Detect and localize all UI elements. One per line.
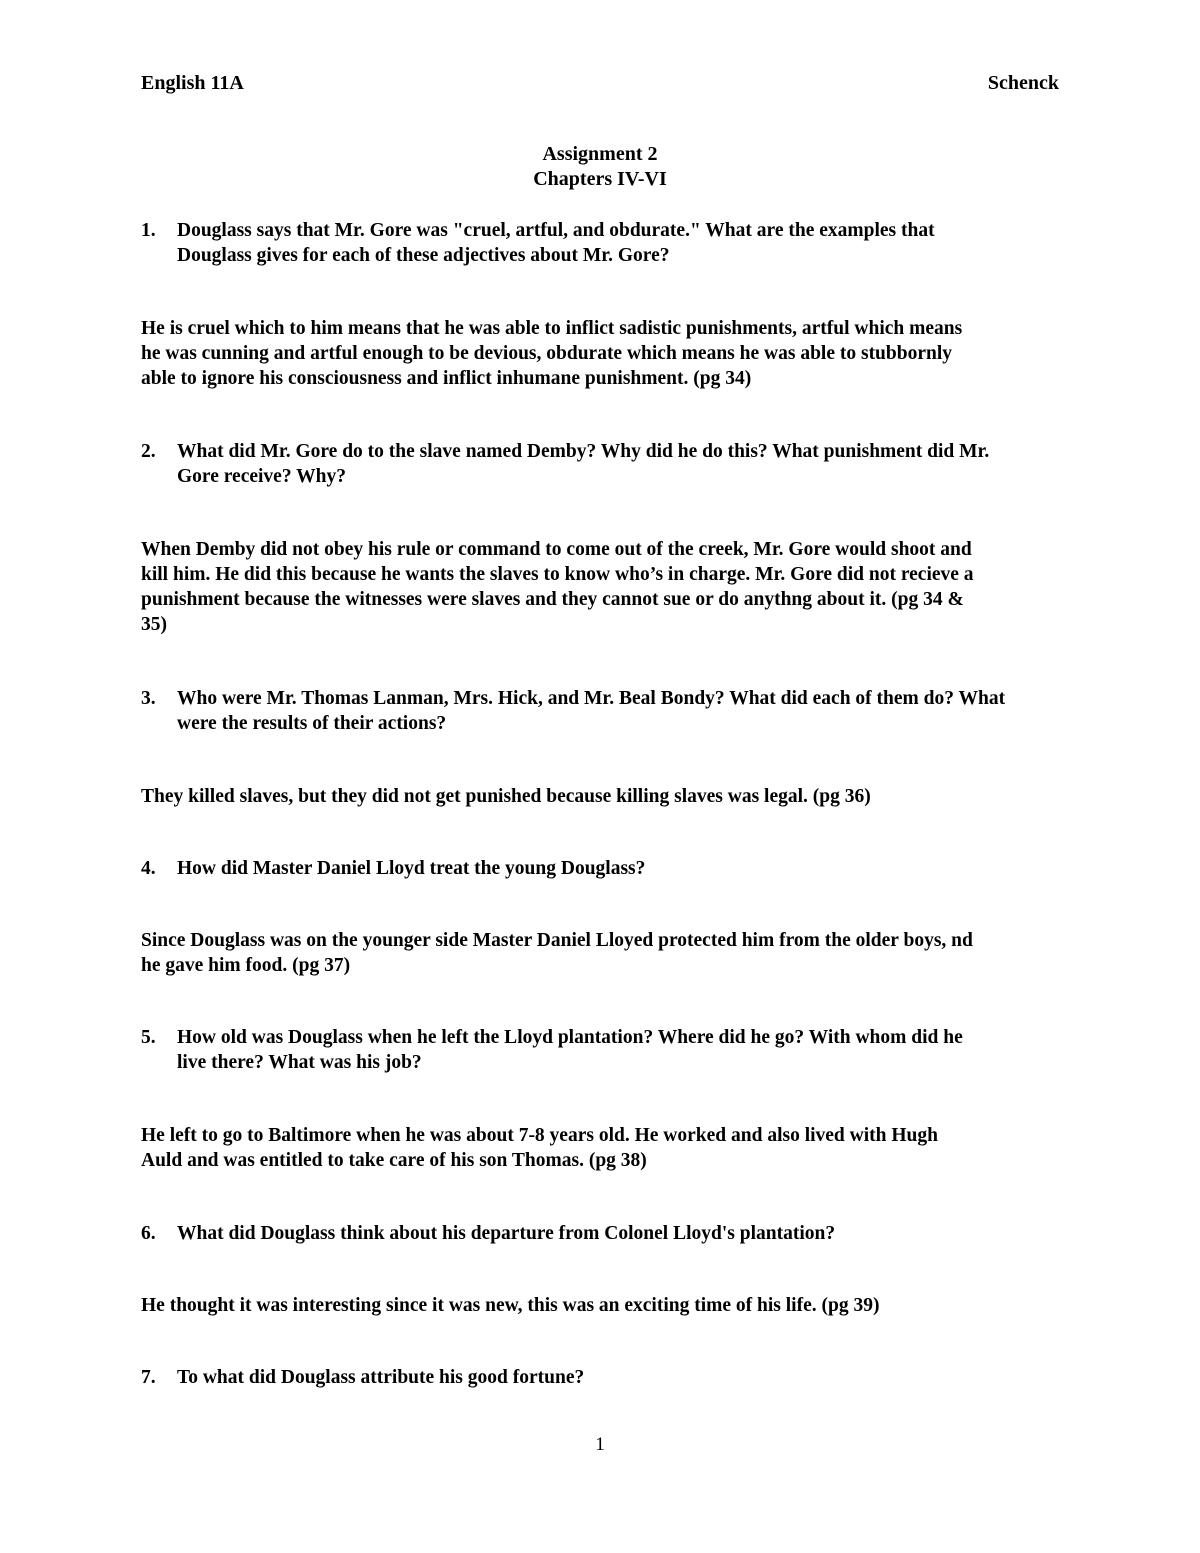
question-number: 3. (141, 688, 156, 709)
answer-line: He left to go to Baltimore when he was about 7-8 years old. He worked and also lived with Hugh (141, 1125, 938, 1146)
chapters-title-line: Chapters IV-VI (533, 168, 667, 190)
course-name: English 11A (141, 72, 244, 94)
question-number: 2. (141, 441, 156, 462)
answer-6 (141, 1293, 1061, 1318)
question-1 (141, 218, 1061, 268)
question-line: live there? What was his job? (177, 1052, 422, 1073)
answer-line: 35) (141, 614, 167, 635)
answer-line: He is cruel which to him means that he was able to inflict sadistic punishments, artful which means (141, 318, 963, 339)
question-number: 7. (141, 1367, 156, 1388)
question-text (177, 1221, 1061, 1246)
answer-line: kill him. He did this because he wants the slaves to know who’s in charge. Mr. Gore did not recieve a (141, 564, 974, 585)
answer-line: Auld and was entitled to take care of his son Thomas. (pg 38) (141, 1150, 647, 1171)
question-text (177, 218, 1061, 268)
answer-4 (141, 928, 1061, 978)
question-line: Who were Mr. Thomas Lanman, Mrs. Hick, and Mr. Beal Bondy? What did each of them do? What (177, 688, 1006, 709)
question-number: 5. (141, 1027, 156, 1048)
question-2 (141, 439, 1061, 489)
question-text (177, 1365, 1061, 1390)
question-line: Douglass says that Mr. Gore was "cruel, artful, and obdurate." What are the examples that (177, 220, 935, 241)
question-6 (141, 1221, 1061, 1246)
answer-line: able to ignore his consciousness and inflict inhumane punishment. (pg 34) (141, 368, 752, 389)
teacher-name: Schenck (987, 72, 1059, 94)
question-3 (141, 686, 1061, 736)
question-line: What did Douglass think about his departure from Colonel Lloyd's plantation? (177, 1223, 836, 1244)
question-text (177, 1025, 1061, 1075)
question-7 (141, 1365, 1061, 1390)
answer-5 (141, 1123, 1061, 1173)
question-text (177, 439, 1061, 489)
question-text (177, 686, 1061, 736)
page-number: 1 (595, 1434, 605, 1455)
answer-3 (141, 784, 1061, 809)
answer-1 (141, 316, 1061, 391)
question-4 (141, 856, 1061, 881)
question-line: To what did Douglass attribute his good fortune? (177, 1367, 585, 1388)
question-line: How did Master Daniel Lloyd treat the young Douglass? (177, 858, 646, 879)
answer-line: He thought it was interesting since it was new, this was an exciting time of his life. (pg 39) (141, 1295, 880, 1316)
answer-line: punishment because the witnesses were slaves and they cannot sue or do anythng about it. (pg 34 & (141, 589, 964, 610)
answer-2 (141, 537, 1061, 637)
question-number: 4. (141, 858, 156, 879)
answer-line: They killed slaves, but they did not get punished because killing slaves was legal. (pg 36) (141, 786, 871, 807)
question-line: Gore receive? Why? (177, 466, 346, 487)
answer-line: he gave him food. (pg 37) (141, 955, 351, 976)
answer-line: Since Douglass was on the younger side Master Daniel Lloyed protected him from the older boys, nd (141, 930, 973, 951)
question-5 (141, 1025, 1061, 1075)
answer-line: he was cunning and artful enough to be devious, obdurate which means he was able to stubbornly (141, 343, 953, 364)
question-number: 1. (141, 220, 156, 241)
answer-line: When Demby did not obey his rule or command to come out of the creek, Mr. Gore would shoot and (141, 539, 972, 560)
question-number: 6. (141, 1223, 156, 1244)
question-line: were the results of their actions? (177, 713, 447, 734)
assignment-title (0, 142, 1200, 192)
question-line: Douglass gives for each of these adjectives about Mr. Gore? (177, 245, 670, 266)
question-line: What did Mr. Gore do to the slave named Demby? Why did he do this? What punishment did Mr. (177, 441, 990, 462)
question-text (177, 856, 1061, 881)
assignment-title-line: Assignment 2 (542, 143, 658, 165)
question-line: How old was Douglass when he left the Lloyd plantation? Where did he go? With whom did he (177, 1027, 963, 1048)
